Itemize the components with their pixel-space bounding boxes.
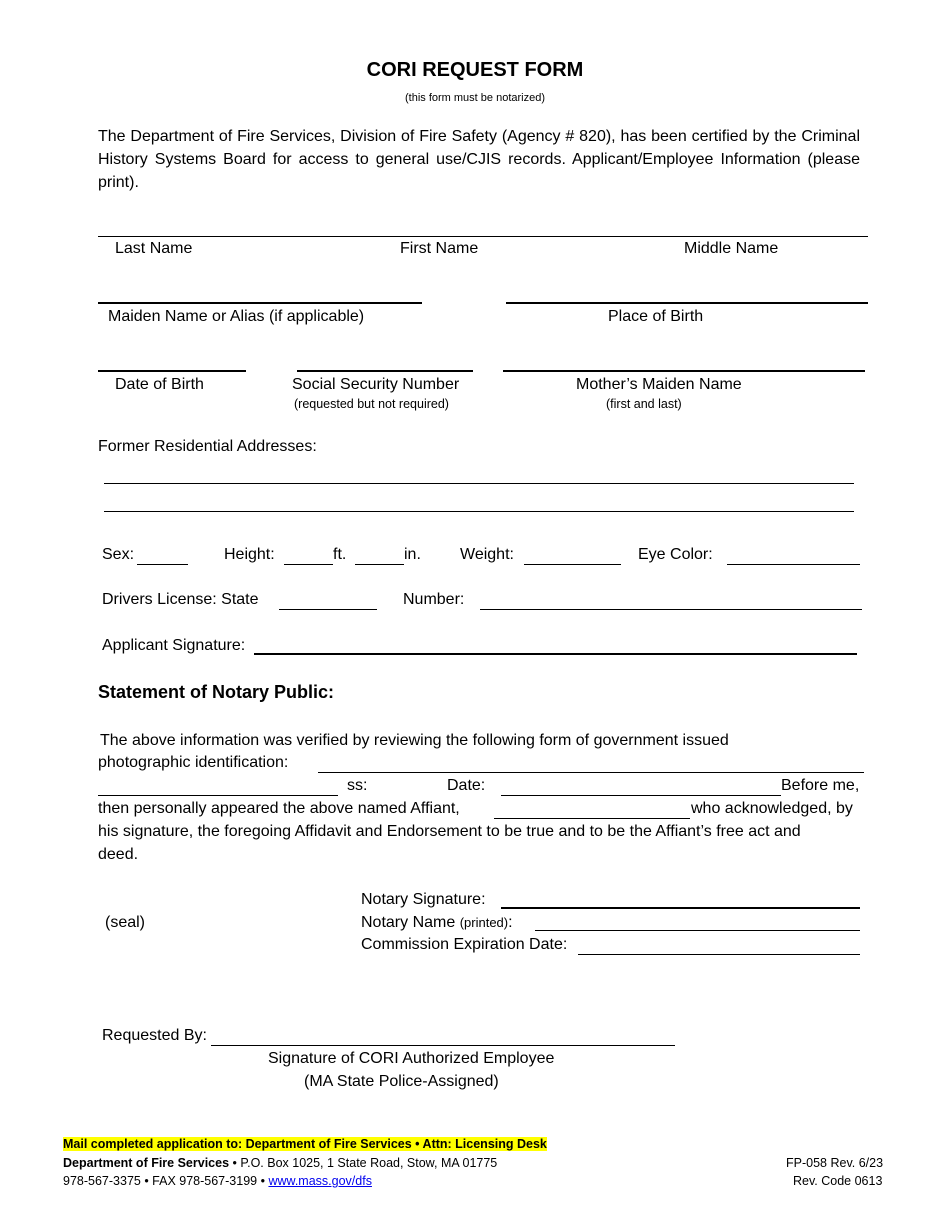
revision-code: Rev. Code 0613 <box>793 1174 883 1188</box>
last-name-label: Last Name <box>115 240 193 257</box>
notary-signature-field[interactable] <box>501 907 860 909</box>
ssn-field[interactable] <box>297 370 473 372</box>
mothers-maiden-note: (first and last) <box>606 397 682 411</box>
ft-label: ft. <box>333 546 347 563</box>
maiden-name-field[interactable] <box>98 302 422 304</box>
footer-contact-line: 978-567-3375 • FAX 978-567-3199 • www.mass.gov/dfs <box>63 1174 372 1188</box>
height-in-field[interactable] <box>355 564 404 565</box>
eye-color-label: Eye Color: <box>638 546 713 563</box>
notary-signature-label: Notary Signature: <box>361 891 486 908</box>
notary-line-4: then personally appeared the above named Affiant, <box>98 800 460 817</box>
weight-field[interactable] <box>524 564 621 565</box>
affiant-field[interactable] <box>494 818 690 819</box>
license-number-label: Number: <box>403 591 465 608</box>
applicant-signature-field[interactable] <box>254 653 857 655</box>
notary-date-field[interactable] <box>501 795 781 796</box>
state-police-label: (MA State Police-Assigned) <box>304 1073 499 1090</box>
page-title: CORI REQUEST FORM <box>366 59 584 81</box>
notary-name-label: Notary Name (printed): <box>361 914 513 931</box>
sex-label: Sex: <box>102 546 135 563</box>
before-me-text: Before me, <box>781 777 860 794</box>
height-label: Height: <box>224 546 275 563</box>
date-of-birth-field[interactable] <box>98 370 246 372</box>
notary-date-label: Date: <box>447 777 486 794</box>
in-label: in. <box>404 546 421 563</box>
date-of-birth-label: Date of Birth <box>115 376 204 393</box>
ssn-note: (requested but not required) <box>294 397 449 411</box>
drivers-license-label: Drivers License: State <box>102 591 259 608</box>
ssn-label: Social Security Number <box>292 376 460 393</box>
address-line-2[interactable] <box>104 511 854 512</box>
license-number-field[interactable] <box>480 609 862 610</box>
notary-line-5: his signature, the foregoing Affidavit and Endorsement to be true and to be the Affiant’s free act and <box>98 823 801 840</box>
mothers-maiden-label: Mother’s Maiden Name <box>576 376 742 393</box>
notary-name-field[interactable] <box>535 930 860 931</box>
height-ft-field[interactable] <box>284 564 333 565</box>
first-name-label: First Name <box>400 240 479 257</box>
commission-date-field[interactable] <box>578 954 860 955</box>
dfs-website-link[interactable]: www.mass.gov/dfs <box>268 1174 372 1188</box>
address-line-1[interactable] <box>104 483 854 484</box>
footer-address-line: Department of Fire Services • P.O. Box 1025, 1 State Road, Stow, MA 01775 <box>63 1156 498 1170</box>
applicant-signature-label: Applicant Signature: <box>102 637 246 654</box>
printed-note: (printed) <box>459 915 509 930</box>
ss-label: ss: <box>347 777 368 794</box>
eye-color-field[interactable] <box>727 564 860 565</box>
weight-label: Weight: <box>460 546 514 563</box>
mail-instructions: Mail completed application to: Department of Fire Services • Attn: Licensing Desk <box>63 1137 547 1151</box>
middle-name-label: Middle Name <box>684 240 779 257</box>
former-addresses-label: Former Residential Addresses: <box>98 438 317 455</box>
sex-field[interactable] <box>137 564 188 565</box>
ss-field[interactable] <box>98 795 338 796</box>
identification-field[interactable] <box>318 772 864 773</box>
license-state-field[interactable] <box>279 609 377 610</box>
requested-by-field[interactable] <box>211 1045 675 1046</box>
notary-line-6: deed. <box>98 846 139 863</box>
intro-paragraph: The Department of Fire Services, Division of Fire Safety (Agency # 820), has been certified by the Criminal History Systems Board for access to general use/CJIS records. Applicant/Employee Information (please print). <box>98 128 860 191</box>
form-revision: FP-058 Rev. 6/23 <box>786 1156 884 1170</box>
requested-by-label: Requested By: <box>102 1027 207 1044</box>
name-top-line <box>98 236 868 237</box>
mothers-maiden-field[interactable] <box>503 370 865 372</box>
notary-line-1: The above information was verified by reviewing the following form of government issued <box>100 732 729 749</box>
seal-label: (seal) <box>105 914 146 931</box>
notary-heading: Statement of Notary Public: <box>98 682 335 702</box>
notary-line-4-end: who acknowledged, by <box>691 800 853 817</box>
commission-label: Commission Expiration Date: <box>361 936 568 953</box>
place-of-birth-field[interactable] <box>506 302 868 304</box>
maiden-name-label: Maiden Name or Alias (if applicable) <box>108 308 365 325</box>
cori-signature-label: Signature of CORI Authorized Employee <box>268 1050 555 1067</box>
page-subtitle: (this form must be notarized) <box>405 92 545 104</box>
notary-line-2: photographic identification: <box>98 754 289 771</box>
place-of-birth-label: Place of Birth <box>608 308 704 325</box>
